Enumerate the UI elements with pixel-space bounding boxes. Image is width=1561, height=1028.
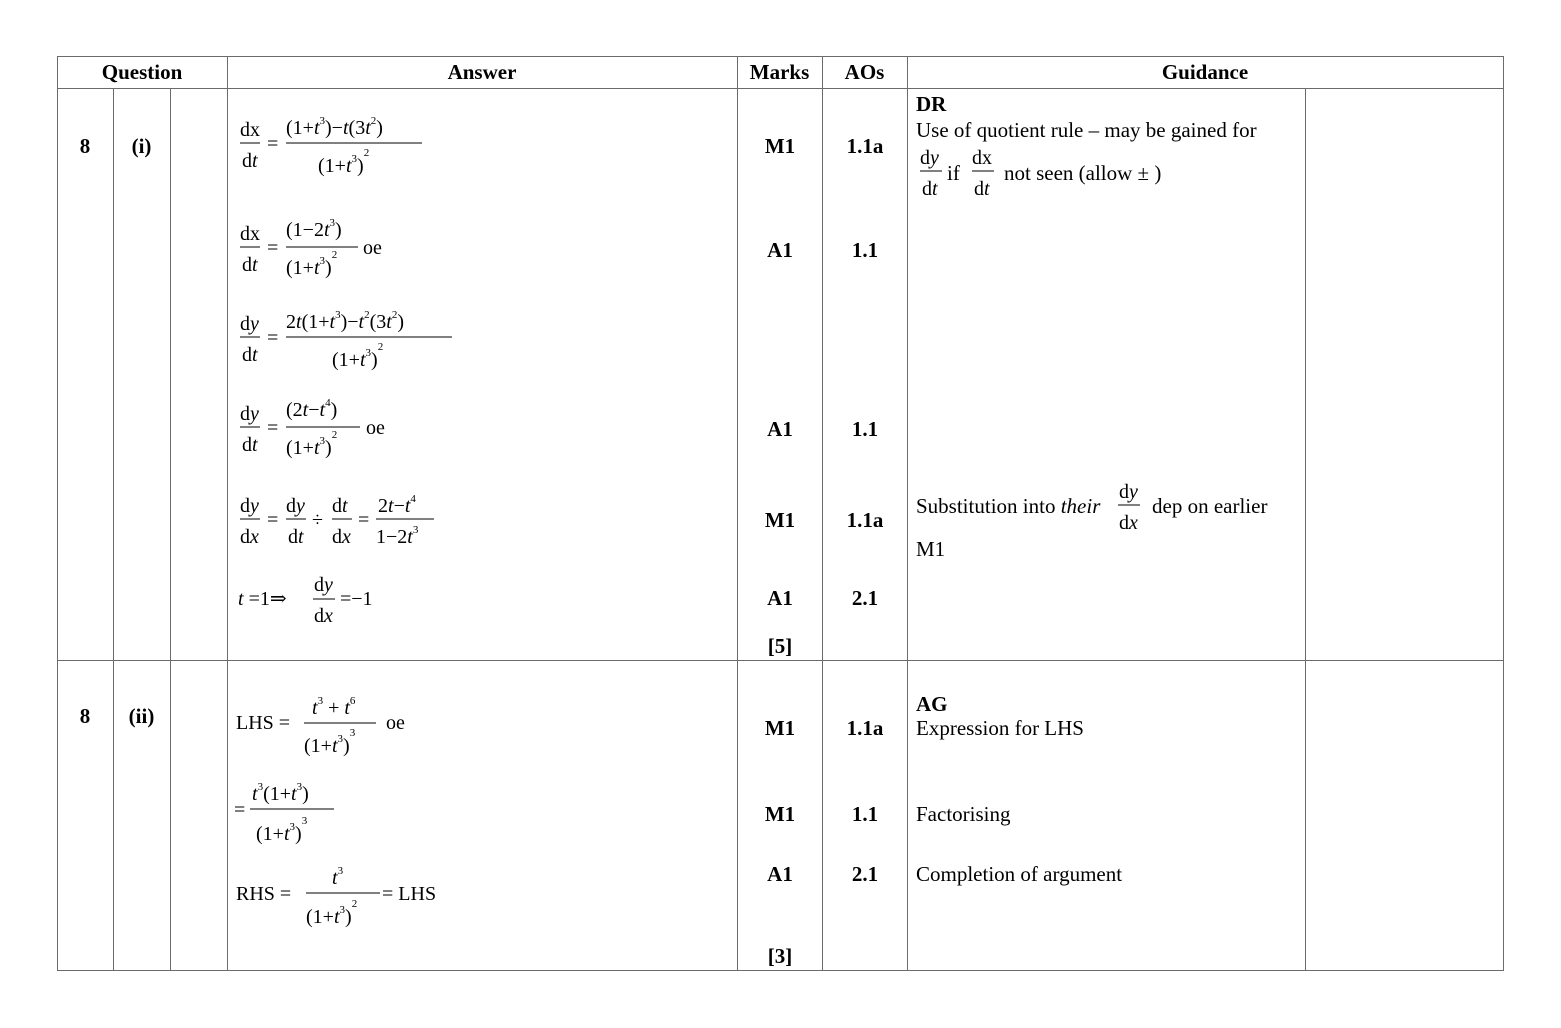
- header-marks: Marks: [749, 60, 810, 84]
- svg-text:(1+t3)2: $(1+t^3)^2$: [286, 249, 338, 279]
- svg-text:=: =: [267, 237, 279, 259]
- guidance-m1: M1: [916, 537, 946, 561]
- question-number-2: 8: [79, 704, 91, 728]
- answer-lhs-math: [234, 684, 434, 764]
- header-answer: Answer: [447, 60, 517, 84]
- svg-text:dt: dt: [922, 178, 938, 200]
- svg-text:(2t−t4): $(2t-t^4)$: [286, 397, 338, 421]
- svg-text:t3(1+t3): $t^3(1+t^3)$: [252, 781, 309, 805]
- svg-text:dy: dy: [920, 147, 939, 169]
- ao-step-2: 1.1: [851, 238, 879, 262]
- total-marks-part-i: [5]: [767, 634, 793, 658]
- guidance-heading-ag: AG: [916, 692, 948, 716]
- svg-text:dx: dx: [240, 526, 259, 548]
- ao-lhs: 1.1a: [846, 716, 884, 740]
- svg-text:=: =: [267, 417, 279, 439]
- svg-text:dx: dx: [332, 526, 351, 548]
- guidance-substitution: [916, 494, 1100, 519]
- mark-rhs: A1: [767, 862, 793, 886]
- guidance-substitution-text: Substitution into: [916, 494, 1056, 518]
- guidance-dep-earlier: dep on earlier: [1152, 494, 1268, 518]
- svg-text:dy: dy: [240, 313, 259, 335]
- guidance-dy-dx-fraction: [1116, 478, 1146, 538]
- svg-text:t3 + t6: $t^3 + t^6$: [312, 695, 356, 719]
- svg-text:dt: dt: [242, 150, 258, 172]
- guidance-quotient-rule: Use of quotient rule – may be gained for: [916, 118, 1257, 142]
- answer-step-1-math: [236, 106, 436, 186]
- svg-text:2t−t4: $2t-t^4$: [378, 493, 416, 517]
- answer-step-5-math: [236, 482, 456, 552]
- svg-text:(1+t3)2: $(1+t^3)^2$: [318, 147, 370, 177]
- mark-step-6: A1: [767, 586, 793, 610]
- svg-text:dt: dt: [242, 344, 258, 366]
- svg-text:=: =: [267, 133, 279, 155]
- answer-rhs-math: [234, 856, 454, 936]
- svg-text:=: =: [267, 509, 279, 531]
- svg-text:t3: $t^3$: [332, 865, 344, 889]
- header-guidance: Guidance: [1161, 60, 1249, 84]
- svg-text:dy: dy: [240, 403, 259, 425]
- svg-text:dy: dy: [314, 574, 333, 596]
- guidance-if: if: [947, 161, 960, 185]
- mark-factorised: M1: [764, 802, 796, 826]
- guidance-factorising: Factorising: [916, 802, 1011, 826]
- svg-text:= LHS: = LHS: [382, 883, 437, 905]
- header-aos: AOs: [844, 60, 885, 84]
- svg-text:LHS =: LHS =: [236, 712, 291, 734]
- answer-step-4-math: [236, 388, 396, 468]
- svg-text:(1+t3)3: $(1+t^3)^3$: [304, 727, 356, 757]
- guidance-heading-dr: DR: [916, 92, 947, 116]
- ao-step-1: 1.1a: [846, 134, 884, 158]
- question-part: (i): [131, 134, 152, 158]
- mark-step-4: A1: [767, 417, 793, 441]
- svg-text:t =1⇒: t =1⇒: [238, 588, 287, 610]
- svg-text:1−2t3: $1-2t^3$: [376, 524, 419, 548]
- svg-text:dy: dy: [240, 495, 259, 517]
- total-marks-part-ii: [3]: [767, 944, 793, 968]
- question-number: 8: [79, 134, 91, 158]
- svg-text:=: =: [358, 509, 370, 531]
- svg-text:dx: dx: [240, 119, 260, 141]
- svg-text:(1+t3)2: $(1+t^3)^2$: [332, 341, 384, 371]
- svg-text:(1+t3)2: $(1+t^3)^2$: [286, 429, 338, 459]
- svg-text:dx: dx: [314, 605, 333, 627]
- guidance-not-seen: not seen (allow ± ): [1004, 161, 1162, 185]
- svg-text:dt: dt: [288, 526, 304, 548]
- answer-factorised-math: [234, 770, 354, 850]
- svg-text:=−1: =−1: [340, 588, 373, 610]
- svg-text:dt: dt: [332, 495, 348, 517]
- svg-text:dx: dx: [972, 147, 992, 169]
- svg-text:dy: dy: [1119, 481, 1138, 503]
- ao-rhs: 2.1: [851, 862, 879, 886]
- svg-text:dt: dt: [974, 178, 990, 200]
- svg-text:oe: oe: [366, 417, 385, 439]
- ao-step-6: 2.1: [851, 586, 879, 610]
- guidance-completion: Completion of argument: [916, 862, 1123, 886]
- guidance-their: their: [1060, 494, 1101, 518]
- svg-text:dt: dt: [242, 254, 258, 276]
- svg-text:÷: ÷: [312, 509, 323, 531]
- ao-factorised: 1.1: [851, 802, 879, 826]
- svg-text:(1+t3)2: $(1+t^3)^2$: [306, 898, 358, 928]
- answer-step-2-math: [236, 208, 396, 288]
- svg-text:RHS =: RHS =: [236, 883, 292, 905]
- svg-text:=: =: [234, 799, 246, 821]
- guidance-dy-dt-fraction: [918, 144, 948, 204]
- ao-step-4: 1.1: [851, 417, 879, 441]
- svg-text:2t(1+t3)−t2(3t2): $2t(1+t^3)-t^2(3t^2)$: [286, 309, 404, 333]
- guidance-expression-lhs: Expression for LHS: [916, 716, 1084, 740]
- mark-step-2: A1: [767, 238, 793, 262]
- svg-text:(1+t3)3: $(1+t^3)^3$: [256, 815, 308, 845]
- answer-step-6-math: [236, 564, 406, 634]
- ao-step-5: 1.1a: [846, 508, 884, 532]
- mark-lhs: M1: [764, 716, 796, 740]
- mark-step-1: M1: [764, 134, 796, 158]
- header-question: Question: [101, 60, 183, 84]
- svg-text:dy: dy: [286, 495, 305, 517]
- answer-step-3-math: [236, 298, 466, 378]
- svg-text:(1+t3)−t(3t2): $(1+t^3)-t(3t^2)$: [286, 115, 383, 139]
- svg-text:dx: dx: [1119, 512, 1138, 534]
- svg-text:dt: dt: [242, 434, 258, 456]
- mark-step-5: M1: [764, 508, 796, 532]
- guidance-dx-dt-fraction: [970, 144, 1000, 204]
- question-part-2: (ii): [128, 704, 155, 728]
- svg-text:(1−2t3): $(1-2t^3)$: [286, 217, 342, 241]
- svg-text:oe: oe: [363, 237, 382, 259]
- svg-text:oe: oe: [386, 712, 405, 734]
- svg-text:=: =: [267, 327, 279, 349]
- svg-text:dx: dx: [240, 223, 260, 245]
